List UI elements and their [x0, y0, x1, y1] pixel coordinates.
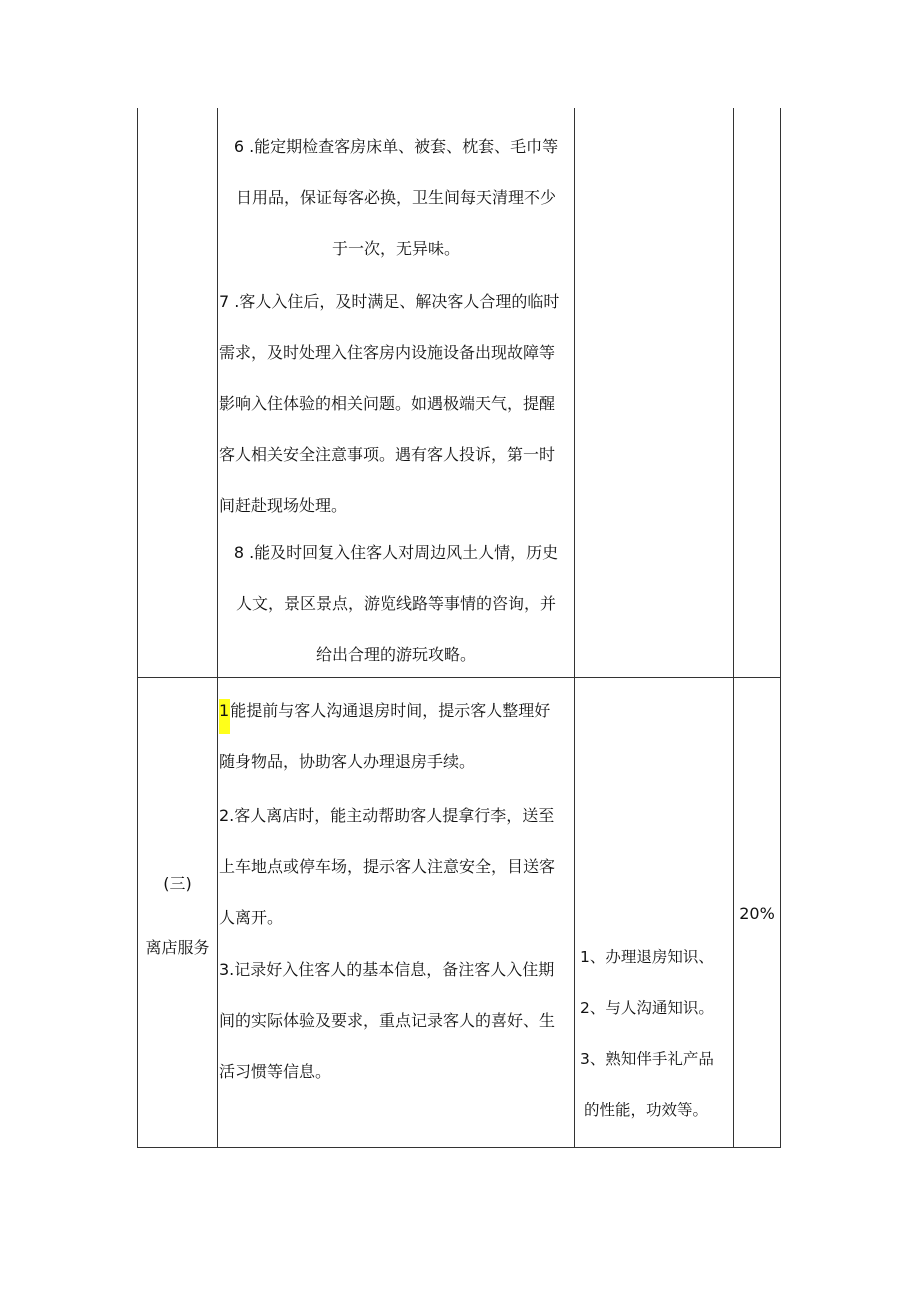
text-line: 上车地点或停车场，提示客人注意安全，目送客 [219, 857, 556, 876]
text-line: 影响入住体验的相关问题。如遇极端天气，提醒 [219, 394, 556, 413]
knowledge-item: 3、熟知伴手礼产品 [580, 1050, 714, 1068]
text-line: 于一次，无异味。 [331, 239, 460, 258]
text-line: 间的实际体验及要求，重点记录客人的喜好、生 [219, 1011, 556, 1030]
checkout-item-2 [219, 790, 574, 943]
section-number: (三) [163, 874, 192, 893]
knowledge-list [580, 932, 732, 1136]
duty-item-7 [219, 276, 574, 531]
text-line: 人文，景区景点，游览线路等事情的咨询，并 [235, 594, 556, 613]
table-border-bottom [137, 1147, 781, 1148]
text-line: 随身物品，协助客人办理退房手续。 [219, 752, 476, 771]
text-line: 6 .能定期检查客房床单、被套、枕套、毛巾等 [233, 137, 559, 156]
text-line: 活习惯等信息。 [219, 1062, 332, 1081]
column-divider-2 [574, 108, 575, 1148]
weight-value: 20% [739, 904, 775, 923]
checkout-item-3 [219, 944, 574, 1097]
table-border-left [137, 108, 138, 1148]
text-line: 给出合理的游玩攻略。 [315, 645, 476, 664]
column-divider-3 [733, 108, 734, 1148]
knowledge-item: 的性能，功效等。 [584, 1101, 709, 1119]
text-line: 3.记录好入住客人的基本信息，备注客人入住期 [219, 960, 555, 979]
text-line: 2.客人离店时，能主动帮助客人提拿行李，送至 [219, 806, 555, 825]
knowledge-item: 1、办理退房知识、 [580, 948, 714, 966]
text-line-content: 能提前与客人沟通退房时间，提示客人整理好 [230, 701, 551, 720]
text-line: 日用品，保证每客必换，卫生间每天清理不少 [235, 188, 556, 207]
text-line: 间赶赴现场处理。 [219, 496, 348, 515]
knowledge-item: 2、与人沟通知识。 [580, 999, 714, 1017]
table-border-right [780, 108, 781, 1148]
highlight-mark: 1 [219, 699, 230, 734]
text-line: 人离开。 [219, 908, 284, 927]
text-line: 8 .能及时回复入住客人对周边风土人情，历史 [233, 543, 559, 562]
text-line: 客人相关安全注意事项。遇有客人投诉，第一时 [219, 445, 556, 464]
text-line: 需求，及时处理入住客房内设施设备出现故障等 [219, 343, 556, 362]
checkout-item-1 [219, 685, 574, 787]
text-line [219, 685, 574, 736]
section-title: 离店服务 [145, 938, 210, 957]
text-line: 7 .客人入住后，及时满足、解决客人合理的临时 [219, 292, 560, 311]
duty-item-6 [218, 121, 574, 274]
duty-item-8 [218, 527, 574, 680]
